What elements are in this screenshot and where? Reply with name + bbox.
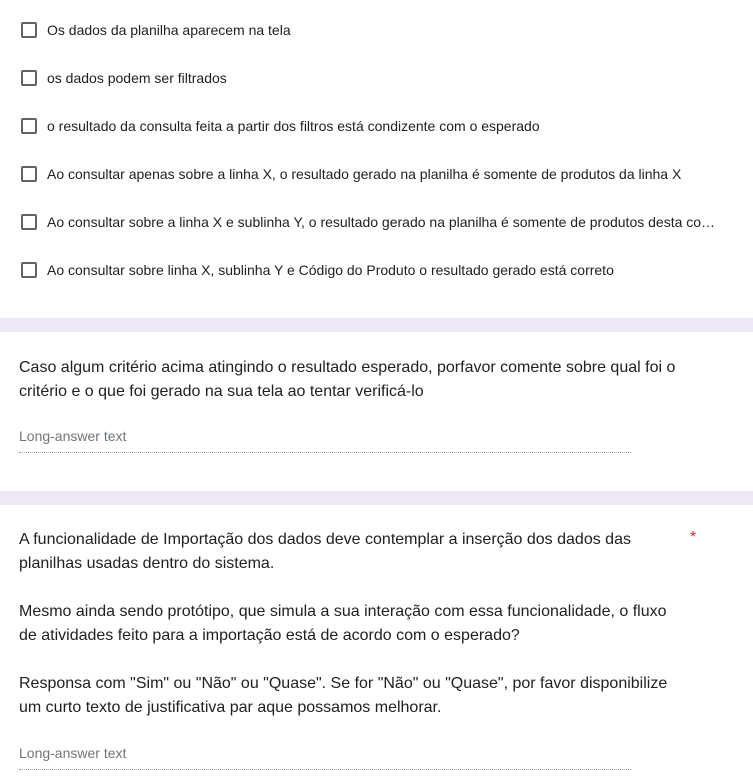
checkbox-icon[interactable] — [21, 166, 37, 182]
checkbox-icon[interactable] — [21, 262, 37, 278]
checkbox-option[interactable] — [19, 116, 540, 136]
checkbox-question-card — [0, 0, 753, 318]
checkbox-option[interactable] — [19, 212, 715, 232]
checkbox-icon[interactable] — [21, 22, 37, 38]
import-question-card — [0, 505, 753, 779]
required-asterisk: * — [690, 529, 697, 546]
comment-question-card — [0, 332, 753, 491]
question-paragraph: Mesmo ainda sendo protótipo, que simula a sua interação com essa funcionalidade, o fluxo de atividades feito para a importação está de acordo com o esperado? — [19, 603, 667, 644]
checkbox-option-label: o resultado da consulta feita a partir dos filtros está condizente com o esperado — [47, 118, 540, 134]
checkbox-option-label: Ao consultar sobre linha X, sublinha Y e Código do Produto o resultado gerado está correto — [47, 262, 614, 278]
question-paragraph: A funcionalidade de Importação dos dados deve contemplar a inserção dos dados das planilhas usadas dentro do sistema. — [19, 531, 631, 572]
checkbox-option[interactable] — [19, 164, 681, 184]
checkbox-option-label: os dados podem ser filtrados — [47, 70, 227, 86]
checkbox-icon[interactable] — [21, 214, 37, 230]
checkbox-icon[interactable] — [21, 118, 37, 134]
checkbox-option-label: Os dados da planilha aparecem na tela — [47, 22, 291, 38]
checkbox-option[interactable] — [19, 68, 227, 88]
checkbox-option[interactable] — [19, 260, 614, 280]
long-answer-input[interactable]: Long-answer text — [19, 426, 631, 453]
checkbox-option-label: Ao consultar apenas sobre a linha X, o resultado gerado na planilha é somente de produtos da linha X — [47, 166, 682, 182]
long-answer-input[interactable]: Long-answer text — [19, 743, 631, 770]
question-paragraph: Responsa com "Sim" ou "Não" ou "Quase". Se for "Não" ou "Quase", por favor disponibilize um curto texto de justificativa par aque possamos melhorar. — [19, 675, 668, 716]
checkbox-option[interactable] — [19, 20, 291, 40]
checkbox-icon[interactable] — [21, 70, 37, 86]
question-title: Caso algum critério acima atingindo o resultado esperado, porfavor comente sobre qual foi o critério e o que foi gerado na sua tela ao tentar verificá-lo — [19, 359, 676, 400]
checkbox-option-label: Ao consultar sobre a linha X e sublinha Y, o resultado gerado na planilha é somente de produtos desta co… — [47, 214, 716, 230]
